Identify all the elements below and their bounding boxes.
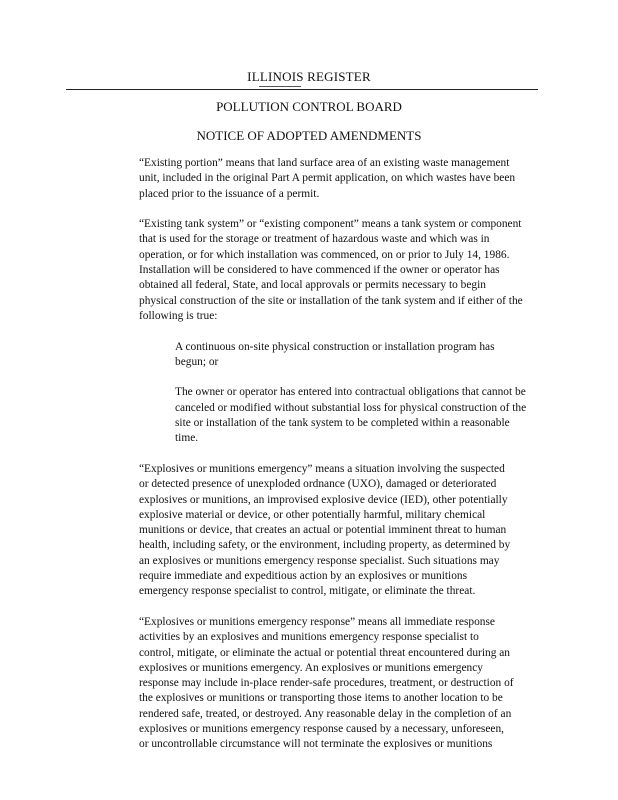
paragraph-continuous-construction [175,340,539,371]
text-line: unit, included in the original Part A permit application, on which wastes have been [139,172,516,185]
text-line: “Existing portion” means that land surface area of an existing waste management [139,157,510,169]
register-title: ILLINOIS REGISTER [247,69,371,84]
text-line: Installation will be considered to have commenced if the owner or operator has [139,264,500,277]
text-line: response may include in-place render-safe procedures, treatment, or destruction of [139,677,514,690]
text-line: obtained all federal, State, and local approvals or permits necessary to begin [139,279,486,292]
text-line: physical construction of the site or installation of the tank system and if either of the [139,294,523,307]
text-line: or detected presence of unexploded ordnance (UXO), damaged or deteriorated [139,478,497,491]
header-divider-mark [259,86,301,87]
text-line: “Explosives or munitions emergency response” means all immediate response [139,615,495,628]
text-line: that is used for the storage or treatment of hazardous waste and which was in [139,233,490,246]
text-line: following is true: [139,309,218,322]
board-title: POLLUTION CONTROL BOARD [216,99,402,114]
paragraph-munitions-emergency [139,462,539,600]
text-line: explosives or munitions emergency response caused by a necessary, unforeseen, [139,722,505,735]
text-line: The owner or operator has entered into contractual obligations that cannot be [175,386,526,399]
text-line: the explosives or munitions or transporting those items to another location to be [139,692,503,705]
text-line: explosive material or device, or other potentially harmful, military chemical [139,508,486,521]
text-line: time. [175,432,199,445]
paragraph-munitions-emergency-response [139,615,539,753]
text-line: “Explosives or munitions emergency” means a situation involving the suspected [139,462,505,475]
text-line: “Existing tank system” or “existing component” means a tank system or component [139,218,522,231]
text-line: require immediate and expeditious action by an explosives or munitions [139,570,468,583]
header-divider [66,89,538,90]
paragraph-existing-portion [139,156,539,202]
text-line: an explosives or munitions emergency response specialist. Such situations may [139,554,500,567]
text-line: or uncontrollable circumstance will not terminate the explosives or munitions [139,738,493,751]
text-line: emergency response specialist to control, mitigate, or eliminate the threat. [139,585,476,598]
body-text [139,156,539,768]
text-line: site or installation of the tank system to be completed within a reasonable [175,417,510,430]
text-line: explosives or munitions, an improvised explosive device (IED), other potentially [139,493,508,506]
paragraph-existing-tank-system [139,217,539,324]
notice-title: NOTICE OF ADOPTED AMENDMENTS [196,128,422,143]
text-line: rendered safe, treated, or destroyed. Any reasonable delay in the completion of an [139,707,512,720]
text-line: munitions or device, that creates an actual or potential imminent threat to human [139,524,507,537]
text-line: begun; or [175,355,219,368]
text-line: health, including safety, or the environment, including property, as determined by [139,539,511,552]
text-line: control, mitigate, or eliminate the actual or potential threat encountered during an [139,646,511,659]
paragraph-contractual-obligations [175,385,539,446]
text-line: explosives or munitions emergency. An explosives or munitions emergency [139,661,483,674]
text-line: A continuous on-site physical construction or installation program has [175,340,495,353]
text-line: operation, or for which installation was commenced, on or prior to July 14, 1986. [139,248,510,261]
text-line: canceled or modified without substantial loss for physical construction of the [175,401,527,414]
text-line: activities by an explosives and munitions emergency response specialist to [139,631,479,644]
text-line: placed prior to the issuance of a permit. [139,187,320,200]
